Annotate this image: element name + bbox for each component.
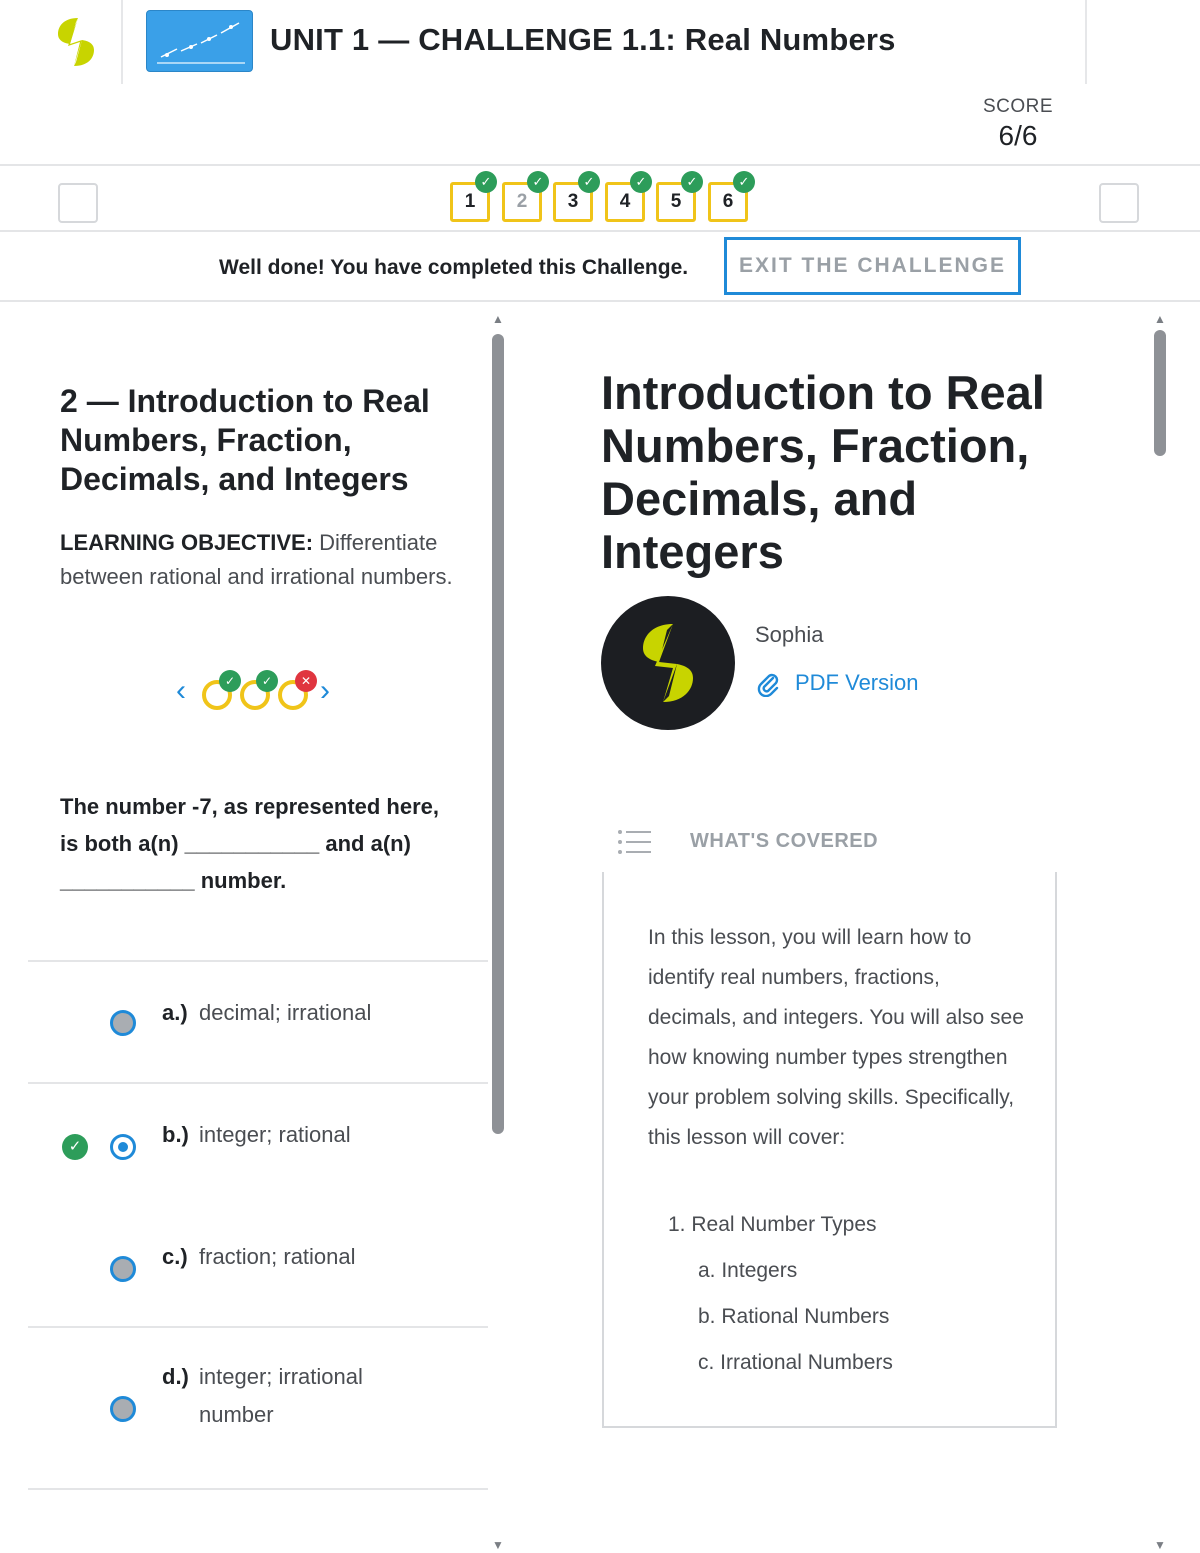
check-icon: ✓ xyxy=(219,670,241,692)
score-display xyxy=(960,96,1076,152)
x-mark-icon: ✕ xyxy=(295,670,317,692)
question-box-2[interactable] xyxy=(502,174,544,222)
whats-covered-intro: In this lesson, you will learn how to identify real numbers, fractions, decimals, and integers. You will also see how knowing number types strengthen your problem solving skills. Specifically, this lesson will cover: xyxy=(648,926,1024,1149)
check-icon: ✓ xyxy=(527,171,549,193)
whats-covered-header xyxy=(617,826,917,860)
chevron-right-icon[interactable]: › xyxy=(320,674,330,707)
option-text: fraction; rational xyxy=(199,1244,356,1269)
radio-button[interactable] xyxy=(110,1256,136,1282)
exit-challenge-button[interactable]: EXIT THE CHALLENGE xyxy=(724,237,1021,295)
list-item: 1. Real Number Types xyxy=(668,1213,877,1236)
pdf-version-link[interactable] xyxy=(755,670,919,697)
pdf-version-label: PDF Version xyxy=(795,670,919,695)
answer-option-d[interactable] xyxy=(28,1326,488,1488)
paperclip-icon xyxy=(755,671,781,697)
question-box-label: 6 xyxy=(722,191,734,212)
check-icon: ✓ xyxy=(681,171,703,193)
author-avatar xyxy=(601,596,735,730)
sophia-logo-icon xyxy=(601,596,735,730)
list-icon xyxy=(617,828,651,856)
author-name: Sophia xyxy=(755,622,824,647)
sophia-logo-icon[interactable] xyxy=(54,16,98,68)
radio-button[interactable] xyxy=(110,1010,136,1036)
option-letter: d.) xyxy=(162,1364,189,1389)
list-item: c. Irrational Numbers xyxy=(698,1351,893,1374)
scroll-down-icon[interactable]: ▼ xyxy=(492,1538,504,1552)
chevron-left-icon[interactable]: ‹ xyxy=(176,674,186,707)
radio-button-selected[interactable] xyxy=(110,1134,136,1160)
whats-covered-box xyxy=(602,872,1057,1428)
question-navigator xyxy=(0,164,1200,232)
question-box-label: 1 xyxy=(464,191,476,212)
lesson-heading: 2 — Introduction to Real Numbers, Fraction, Decimals, and Integers xyxy=(60,383,430,497)
whats-covered-list xyxy=(668,1202,893,1386)
check-icon: ✓ xyxy=(630,171,652,193)
option-text: integer; irrational number xyxy=(199,1364,363,1427)
header-divider-right xyxy=(1085,0,1087,84)
list-item: b. Rational Numbers xyxy=(698,1305,890,1328)
option-text: decimal; irrational xyxy=(199,1000,372,1025)
header-divider xyxy=(121,0,123,84)
score-label: SCORE xyxy=(982,96,1054,117)
radio-button[interactable] xyxy=(110,1396,136,1422)
previous-question-button[interactable] xyxy=(58,183,98,223)
objective-label: LEARNING OBJECTIVE: xyxy=(60,530,314,555)
completion-message: Well done! You have completed this Challenge. xyxy=(219,256,689,279)
question-panel xyxy=(0,304,510,1553)
scrollbar-thumb[interactable] xyxy=(492,334,504,1134)
challenge-title: UNIT 1 — CHALLENGE 1.1: Real Numbers xyxy=(270,22,896,57)
question-text: The number -7, as represented here, is both a(n) ___________ and a(n) ___________ number. xyxy=(60,794,440,893)
question-box-label: 3 xyxy=(567,191,579,212)
app-header xyxy=(0,0,1200,84)
challenge-thumbnail xyxy=(146,10,253,72)
option-letter: b.) xyxy=(162,1122,189,1147)
check-icon: ✓ xyxy=(578,171,600,193)
question-box-6[interactable] xyxy=(708,174,750,222)
list-item: a. Integers xyxy=(698,1259,798,1282)
check-icon: ✓ xyxy=(475,171,497,193)
option-letter: a.) xyxy=(162,1000,188,1025)
scroll-up-icon[interactable]: ▲ xyxy=(492,312,504,326)
scroll-up-icon[interactable]: ▲ xyxy=(1154,312,1166,326)
option-letter: c.) xyxy=(162,1244,188,1269)
question-box-3[interactable] xyxy=(553,174,595,222)
left-scrollbar[interactable] xyxy=(490,312,506,1552)
question-box-label: 4 xyxy=(619,191,631,212)
whats-covered-label: WHAT'S COVERED xyxy=(690,830,879,852)
scrollbar-thumb[interactable] xyxy=(1154,330,1166,456)
question-box-4[interactable] xyxy=(605,174,647,222)
next-question-button[interactable] xyxy=(1099,183,1139,223)
options-bottom-divider xyxy=(28,1488,488,1490)
check-icon: ✓ xyxy=(733,171,755,193)
number-line-icon xyxy=(147,11,253,72)
completion-bar xyxy=(0,232,1200,302)
question-box-label: 2 xyxy=(516,191,528,212)
right-scrollbar[interactable] xyxy=(1152,312,1168,1552)
question-box-label: 5 xyxy=(670,191,682,212)
correct-check-icon: ✓ xyxy=(62,1134,88,1160)
question-box-1[interactable] xyxy=(450,174,492,222)
check-icon: ✓ xyxy=(256,670,278,692)
lesson-title: Introduction to Real Numbers, Fraction, Decimals, and Integers xyxy=(601,366,1045,578)
answer-option-b[interactable] xyxy=(28,1082,488,1326)
question-box-5[interactable] xyxy=(656,174,698,222)
score-value: 6/6 xyxy=(998,120,1038,151)
answer-option-a[interactable] xyxy=(28,960,488,1082)
learning-objective xyxy=(60,526,460,594)
attempt-progress xyxy=(176,666,341,716)
scroll-down-icon[interactable]: ▼ xyxy=(1154,1538,1166,1552)
objective-text: Differentiate between rational and irrational numbers. xyxy=(60,530,453,589)
option-text: integer; rational xyxy=(199,1122,351,1147)
